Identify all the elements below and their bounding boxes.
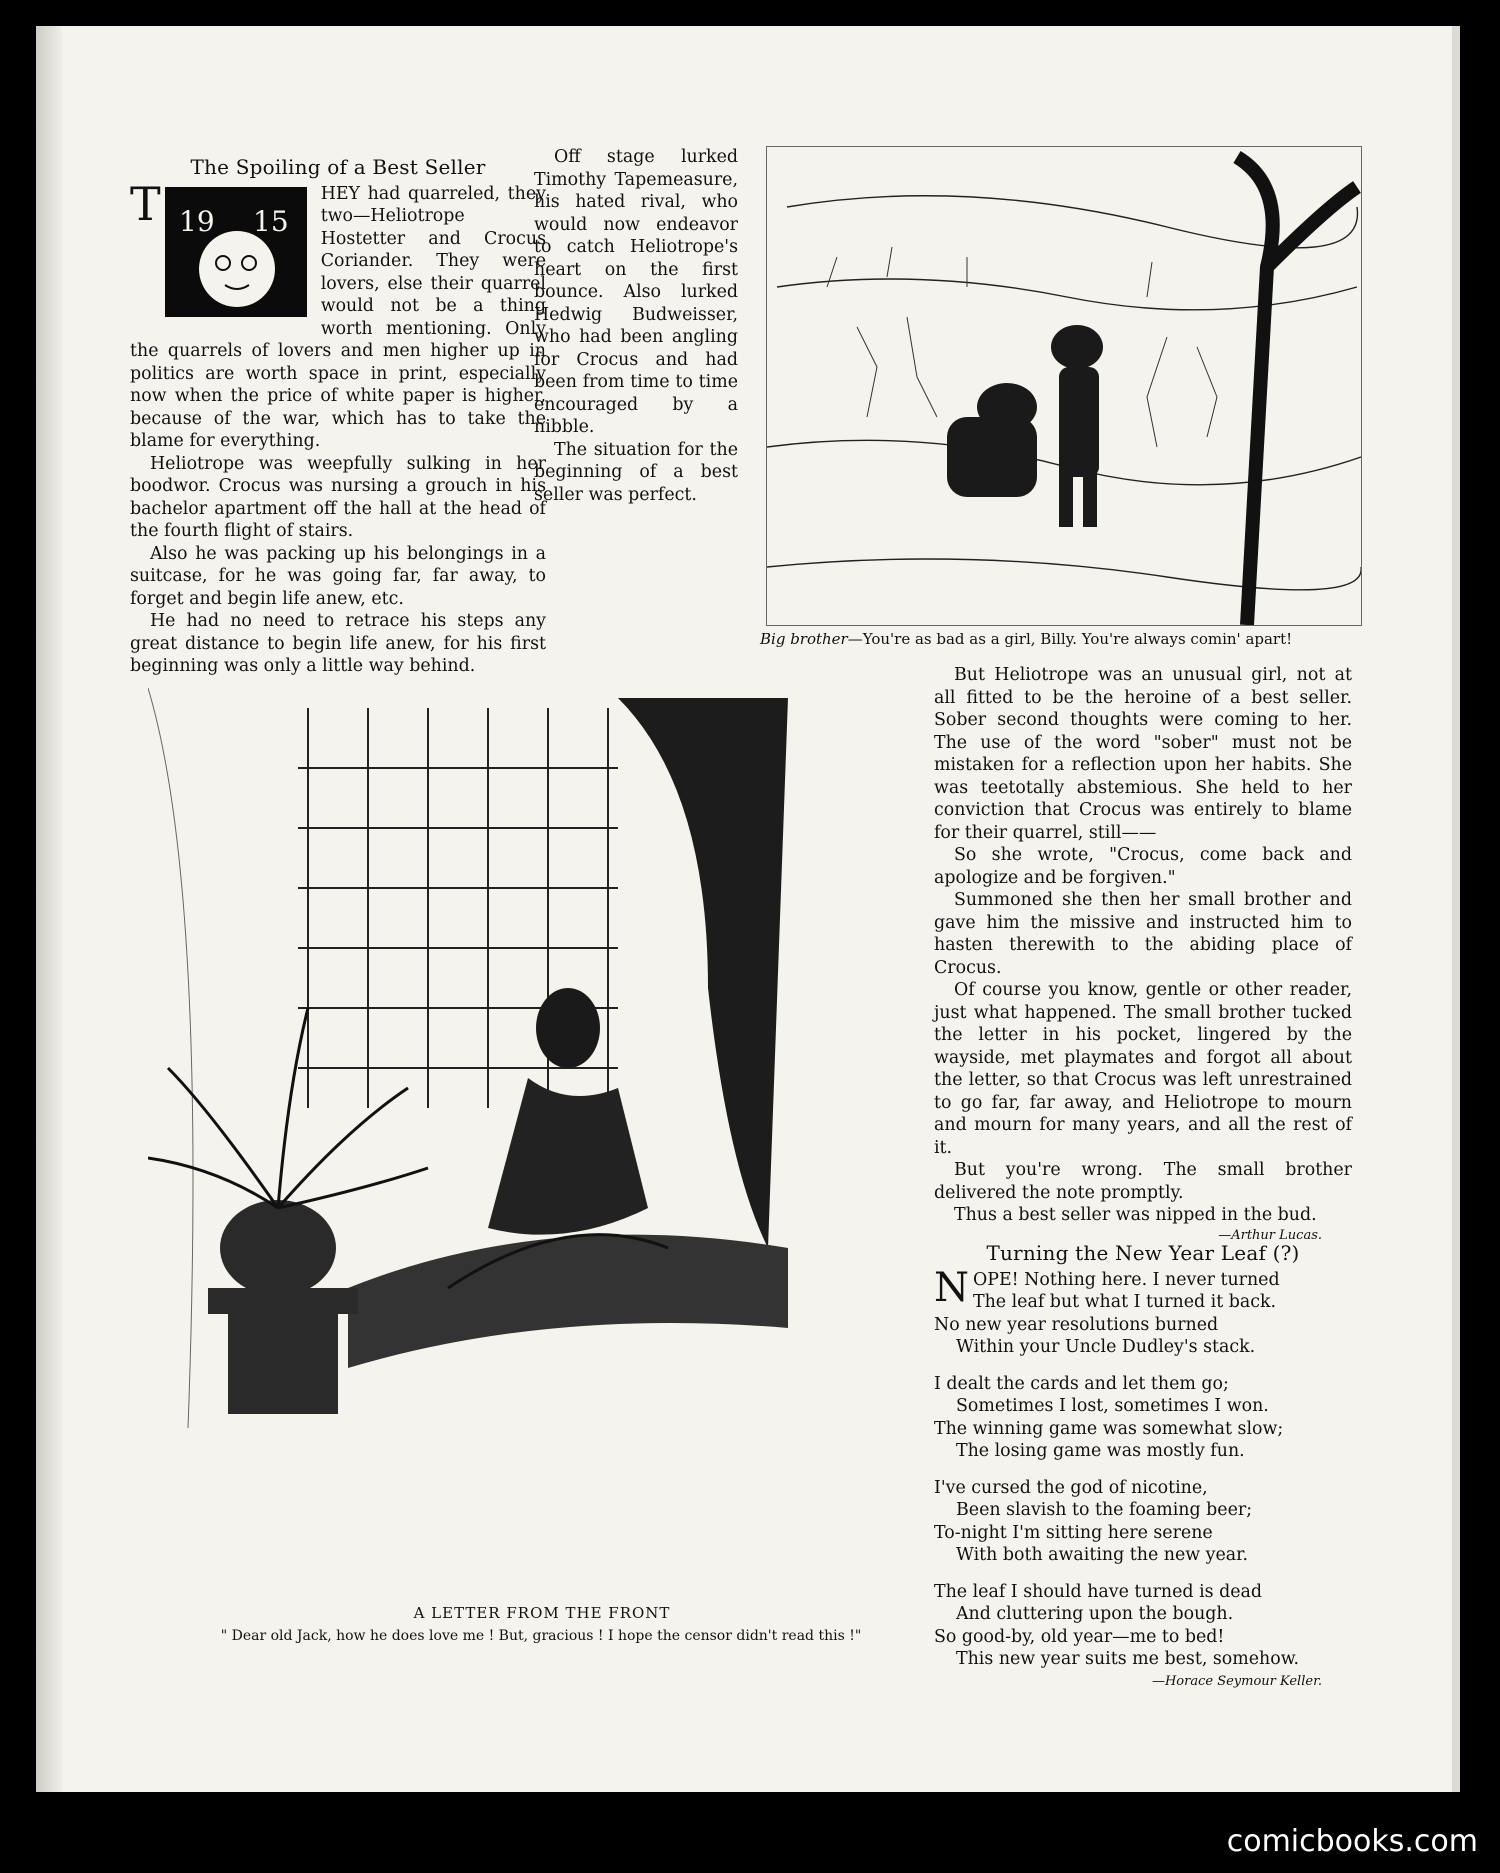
- article-column-1: [130, 156, 546, 678]
- poem-line: This new year suits me best, somehow.: [956, 1649, 1300, 1669]
- poem-stanza-4: [934, 1581, 1352, 1671]
- poem-drop-cap: N: [934, 1264, 969, 1311]
- logo-digits-right: 15: [252, 204, 289, 238]
- article-column-2: [534, 146, 738, 506]
- article-column-3: [934, 664, 1352, 1247]
- caption-text: —You're as bad as a girl, Billy. You're always comin' apart!: [847, 630, 1293, 648]
- poem-line: With both awaiting the new year.: [956, 1545, 1249, 1565]
- poem-line: The leaf I should have turned is dead: [934, 1581, 1263, 1602]
- poem-line: I've cursed the god of nicotine,: [934, 1477, 1208, 1498]
- baby-year-logo: [165, 187, 307, 317]
- caption-speaker: Big brother: [760, 630, 848, 648]
- poem-line: The losing game was mostly fun.: [956, 1441, 1245, 1461]
- poem-line: Within your Uncle Dudley's stack.: [956, 1337, 1256, 1357]
- article-paragraph-8: So she wrote, "Crocus, come back and apologize and be forgiven.": [934, 845, 1352, 888]
- poem-signature: —Horace Seymour Keller.: [1151, 1673, 1322, 1689]
- article-paragraph-5: Off stage lurked Timothy Tapemeasure, his hated rival, who would now endeavor to catch Heliotrope's heart on the first bounce. Also lurked Hedwig Budweisser, who had been angling for Crocus and had been from time to time encouraged by a nibble.: [534, 147, 738, 437]
- page-edge: [1452, 26, 1460, 1792]
- page-gutter: [36, 26, 62, 1792]
- article-paragraph-3: Also he was packing up his belongings in a suitcase, for he was going far, far away, to forget and begin life anew, etc.: [130, 543, 546, 609]
- cartoon-skating-boys: [766, 146, 1362, 626]
- drop-cap: T: [130, 176, 161, 231]
- poem-stanza-2: [934, 1373, 1352, 1463]
- cartoon-letter-title: A LETTER FROM THE FRONT: [413, 1604, 671, 1622]
- poem-line: To-night I'm sitting here serene: [934, 1522, 1213, 1543]
- cartoon-skating-caption: [760, 630, 1370, 648]
- poem-line: The winning game was somewhat slow;: [934, 1418, 1284, 1439]
- article-paragraph-1: HEY had quarreled, they two—Heliotrope Hostetter and Crocus Coriander. They were lovers, else their quarrel would not be a thing worth mentioning. Only the quarrels of lovers and men higher up in politics are worth space in print, especially now when the price of white paper is higher, because of the war, which has to take the blame for everything.: [130, 183, 546, 451]
- poem-line: The leaf but what I turned it back.: [973, 1292, 1277, 1312]
- poem-line: Sometimes I lost, sometimes I won.: [956, 1396, 1269, 1416]
- poem-line: I dealt the cards and let them go;: [934, 1373, 1229, 1394]
- article-paragraph-6: The situation for the beginning of a best seller was perfect.: [534, 439, 738, 505]
- article-paragraph-2: Heliotrope was weepfully sulking in her boodwor. Crocus was nursing a grouch in his bachelor apartment off the hall at the head of the fourth flight of stairs.: [130, 453, 546, 541]
- poem-line: Been slavish to the foaming beer;: [956, 1500, 1253, 1520]
- logo-digits-left: 19: [178, 204, 215, 238]
- cartoon-letter-caption: " Dear old Jack, how he does love me ! But, gracious ! I hope the censor didn't read this !": [220, 1628, 862, 1644]
- poem-stanza-1: [934, 1264, 1352, 1359]
- article-paragraph-4: He had no need to retrace his steps any great distance to begin life anew, for his first beginning was only a little way behind.: [130, 611, 546, 676]
- watermark-text: comicbooks.com: [1226, 1824, 1478, 1859]
- article-paragraph-7: But Heliotrope was an unusual girl, not at all fitted to be the heroine of a best seller. Sober second thoughts were coming to her. The use of the word "sober" must not be mistaken for a reflection upon her habits. She was teetotally abstemious. She held to her conviction that Crocus was entirely to blame for their quarrel, still——: [934, 665, 1352, 843]
- article-title: The Spoiling of a Best Seller: [190, 155, 486, 179]
- article-paragraph-10: Of course you know, gentle or other reader, just what happened. The small brother tucked the letter in his pocket, lingered by the wayside, met playmates and forgot all about the letter, so that Crocus was left unrestrained to go far, far away, and Heliotrope to mourn and mourn for many years, and all the rest of it.: [934, 980, 1352, 1158]
- article-paragraph-12: Thus a best seller was nipped in the bud.: [954, 1205, 1317, 1225]
- poem-stanza-3: [934, 1477, 1352, 1567]
- cartoon-woman-window: [148, 688, 908, 1428]
- article-paragraph-11: But you're wrong. The small brother delivered the note promptly.: [934, 1160, 1352, 1203]
- poem-line: No new year resolutions burned: [934, 1314, 1219, 1335]
- poem-column: [934, 1242, 1352, 1693]
- poem-line: So good-by, old year—me to bed!: [934, 1626, 1225, 1647]
- magazine-page: [36, 26, 1460, 1792]
- poem-line: OPE! Nothing here. I never turned: [973, 1269, 1280, 1290]
- article-signature: —Arthur Lucas.: [1218, 1227, 1322, 1243]
- poem-line: And cluttering upon the bough.: [956, 1604, 1234, 1624]
- poem-title: Turning the New Year Leaf (?): [986, 1241, 1300, 1265]
- article-paragraph-9: Summoned she then her small brother and gave him the missive and instructed him to hasten therewith to the abiding place of Crocus.: [934, 890, 1352, 978]
